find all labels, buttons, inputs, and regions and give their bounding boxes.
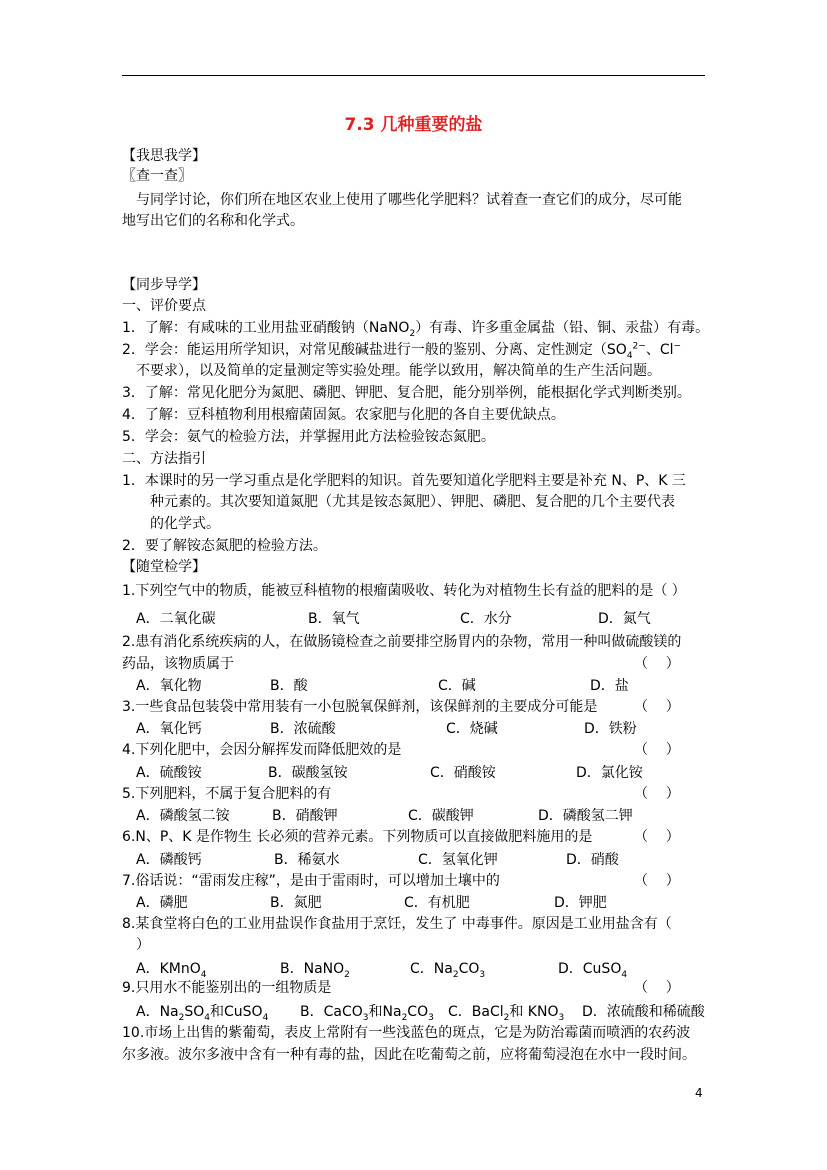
q5-option-b: B．硝酸钾: [272, 808, 338, 824]
section-heading-tongbudaoxue: 【同步导学】: [122, 277, 206, 293]
q4-option-d: D．氯化铵: [576, 765, 643, 781]
q6-option-c: C．氢氧化钾: [418, 852, 498, 868]
answer-bracket: （ ）: [634, 980, 680, 996]
section-heading-wosiwoxue: 【我思我学】: [122, 148, 206, 164]
q9-option-b: [300, 1002, 434, 1022]
subscript: 2: [344, 969, 350, 980]
text: C．BaCl: [448, 1004, 504, 1020]
text: ）有毒、许多重金属盐（铅、铜、汞盐）有毒。: [415, 320, 710, 336]
answer-bracket: （ ）: [634, 873, 680, 889]
answer-bracket: （ ）: [634, 656, 680, 672]
q5-option-c: C．碳酸钾: [408, 808, 474, 824]
guide-item-continuation: 的化学式。: [150, 516, 220, 532]
superscript: −: [673, 341, 682, 352]
subscript: 2: [503, 1012, 510, 1023]
part-title: 一、评价要点: [122, 298, 206, 314]
text: CO: [407, 1004, 429, 1020]
q9-option-d: D．浓硫酸和稀硫酸: [582, 1004, 705, 1020]
subscript: 2: [178, 1012, 185, 1023]
list-item: 4．了解：豆科植物利用根瘤菌固氮。农家肥与化肥的各自主要优缺点。: [122, 407, 565, 423]
guide-item: 2．要了解铵态氮肥的检验方法。: [122, 538, 327, 554]
question-10-line1: 10.市场上出售的紫葡萄，表皮上常附有一些浅蓝色的斑点，它是为防治霉菌而喷洒的农药波: [122, 1025, 691, 1041]
subscript: 3: [362, 1012, 369, 1023]
q1-option-b: B．氧气: [308, 611, 360, 627]
subscript: 3: [558, 1012, 565, 1023]
q8-option-c: [410, 959, 485, 979]
text: D．CuSO: [558, 961, 622, 977]
subscript: 4: [204, 1012, 211, 1023]
q3-option-c: C．烧碱: [446, 721, 498, 737]
list-item-continuation: 不要求），以及简单的定量测定等实验处理。能学以致用，解决简单的生产生活问题。: [136, 363, 661, 379]
question-7-stem: 7.俗话说：“雷雨发庄稼”，是由于雷雨时，可以增加土壤中的: [122, 873, 500, 889]
q8-option-b: [280, 959, 350, 979]
page-title: 7.3 几种重要的盐: [344, 115, 483, 135]
q1-option-d: D．氮气: [598, 611, 651, 627]
question-4-stem: 4.下列化肥中，会因分解挥发而降低肥效的是: [122, 742, 402, 758]
q6-option-d: D．硝酸: [566, 852, 619, 868]
text: B．NaNO: [280, 961, 345, 977]
subscript: 2: [452, 969, 459, 980]
text: SO: [184, 1004, 205, 1020]
question-8-stem-cont: ）: [136, 937, 150, 953]
q3-option-a: A．氧化钙: [136, 721, 202, 737]
header-rule: [122, 75, 705, 76]
q8-option-d: [558, 959, 627, 979]
text: A．Na: [136, 1004, 179, 1020]
q4-option-b: B．碳酸氢铵: [268, 765, 348, 781]
q4-option-a: A．硫酸铵: [136, 765, 202, 781]
question-5-stem: 5.下列肥料，不属于复合肥料的有: [122, 786, 332, 802]
question-10-line2: 尔多液。波尔多液中含有一种有毒的盐，因此在吃葡萄之前，应将葡萄浸泡在水中一段时间。: [122, 1047, 696, 1063]
paragraph-line: 地写出它们的名称和化学式。: [122, 213, 304, 229]
text: 和 KNO: [509, 1004, 559, 1020]
q3-option-b: B．浓硫酸: [270, 721, 336, 737]
subscript: 3: [479, 969, 486, 980]
subscript: 2: [401, 1012, 408, 1023]
question-6-stem: 6.N、P、K 是作物生 长必须的营养元素。下列物质可以直接做肥料施用的是: [122, 829, 593, 845]
q6-option-a: A．磷酸钙: [136, 852, 202, 868]
guide-item-continuation: 种元素的。其次要知道氮肥（尤其是铵态氮肥）、钾肥、磷肥、复合肥的几个主要代表: [150, 494, 675, 510]
q2-option-d: D．盐: [590, 678, 629, 694]
text: 和Na: [368, 1004, 402, 1020]
q7-option-b: B．氮肥: [270, 895, 322, 911]
subscript: 4: [200, 969, 207, 980]
q8-option-a: [136, 959, 206, 979]
q2-option-a: A．氧化物: [136, 678, 202, 694]
subscript: 3: [428, 1012, 434, 1023]
text: 2．学会：能运用所学知识，对常见酸碱盐进行一般的鉴别、分离、定性测定（SO: [122, 342, 627, 358]
question-9-stem: 9.只用水不能鉴别出的一组物质是: [122, 980, 332, 996]
subscript: 4: [262, 1012, 269, 1023]
q9-option-c: [448, 1002, 564, 1022]
text: 1．了解：有咸味的工业用盐亚硝酸钠（NaNO: [122, 320, 410, 336]
superscript: 2−: [632, 341, 646, 352]
q7-option-d: D．钾肥: [554, 895, 607, 911]
list-item: [122, 318, 709, 338]
answer-bracket: （ ）: [634, 786, 680, 802]
list-item: 3．了解：常见化肥分为氮肥、磷肥、钾肥、复合肥，能分别举例，能根据化学式判断类别。: [122, 385, 691, 401]
text: 、Cl: [645, 342, 674, 358]
guide-item: 1．本课时的另一学习重点是化学肥料的知识。首先要知道化学肥料主要是补充 N、P、K 三: [122, 473, 686, 489]
question-8-stem: 8.某食堂将白色的工业用盐误作食盐用于烹饪，发生了 中毒事件。原因是工业用盐含有（: [122, 916, 672, 932]
subscript: 4: [626, 350, 633, 361]
question-1-stem: 1.下列空气中的物质，能被豆科植物的根瘤菌吸收、转化为对植物生长有益的肥料的是（ ）: [122, 583, 686, 599]
text: A．KMnO: [136, 961, 201, 977]
answer-bracket: （ ）: [634, 742, 680, 758]
subscript: 2: [409, 328, 416, 339]
question-3-stem: 3.一些食品包装袋中常用装有一小包脱氧保鲜剂，该保鲜剂的主要成分可能是: [122, 699, 598, 715]
text: C．Na: [410, 961, 453, 977]
page-number: 4: [695, 1086, 703, 1100]
subscript: 4: [621, 969, 628, 980]
question-2-stem: 2.患有消化系统疾病的人，在做肠镜检查之前要排空肠胃内的杂物，常用一种叫做硫酸镁的: [122, 634, 682, 650]
part-title: 二、方法指引: [122, 451, 206, 467]
q1-option-c: C．水分: [460, 611, 512, 627]
q5-option-a: A．磷酸氢二铵: [136, 808, 230, 824]
answer-bracket: （ ）: [634, 699, 680, 715]
subheading-chayicha: 〖查一查〗: [122, 168, 192, 184]
paragraph-line: 与同学讨论，你们所在地区农业上使用了哪些化学肥料？试着查一查它们的成分，尽可能: [136, 192, 682, 208]
answer-bracket: （ ）: [634, 829, 680, 845]
question-2-stem-cont: 药品，该物质属于: [122, 656, 234, 672]
q7-option-a: A．磷肥: [136, 895, 188, 911]
text: B．CaCO: [300, 1004, 363, 1020]
section-heading-suitangjianxue: 【随堂检学】: [122, 559, 206, 575]
q3-option-d: D．铁粉: [584, 721, 637, 737]
q2-option-b: B．酸: [270, 678, 308, 694]
q6-option-b: B．稀氨水: [274, 852, 340, 868]
q4-option-c: C．硝酸铵: [430, 765, 496, 781]
list-item: [122, 340, 681, 360]
q2-option-c: C．碱: [438, 678, 476, 694]
text: CO: [458, 961, 480, 977]
list-item: 5．学会：氨气的检验方法，并掌握用此方法检验铵态氮肥。: [122, 429, 495, 445]
q5-option-d: D．磷酸氢二钾: [538, 808, 633, 824]
q1-option-a: A．二氧化碳: [136, 611, 216, 627]
q9-option-a: [136, 1002, 268, 1022]
q7-option-c: C．有机肥: [404, 895, 470, 911]
text: 和CuSO: [210, 1004, 263, 1020]
